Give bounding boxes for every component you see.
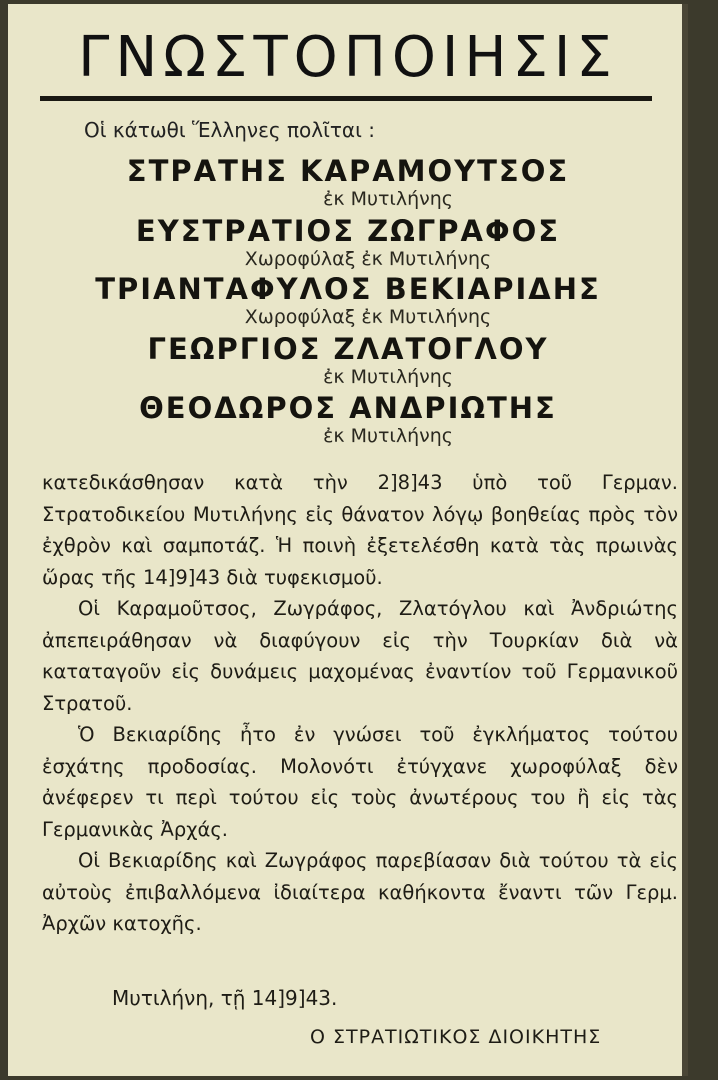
person-entry — [42, 332, 654, 388]
body-paragraph: κατεδικάσθησαν κατὰ τὴν 2]8]43 ὑπὸ τοῦ Γερμαν. Στρατοδικείου Μυτιλήνης εἰς θάνατον λόγῳ βοηθείας πρὸς τὸν ἐχθρὸν καὶ σαμποτάζ. Ἡ ποινὴ ἐξετελέσθη κατὰ τὰς πρωινὰς ὥρας τῆς 14]9]43 διὰ τυφεκισμοῦ. — [42, 471, 678, 589]
body-paragraph: Ὁ Βεκιαρίδης ἦτο ἐν γνώσει τοῦ ἐγκλήματος τούτου ἐσχάτης προδοσίας. Μολονότι ἐτύγχανε χωροφύλαξ δὲν ἀνέφερεν τι περὶ τούτου εἰς τοὺς ἀνωτέρους του ἢ εἰς τὰς Γερμανικὰς Ἀρχάς. — [42, 723, 678, 841]
person-entry — [42, 154, 654, 210]
person-entry — [42, 214, 654, 270]
notice-body — [42, 467, 678, 940]
person-name: ΕΥΣΤΡΑΤΙΟΣ ΖΩΓΡΑΦΟΣ — [135, 214, 561, 248]
person-description: ἐκ Μυτιλήνης — [323, 188, 453, 210]
person-name: ΓΕΩΡΓΙΟΣ ΖΛΑΤΟΓΛΟΥ — [147, 332, 549, 366]
person-description: ἐκ Μυτιλήνης — [323, 366, 453, 388]
person-description: Χωροφύλαξ ἐκ Μυτιλήνης — [244, 306, 492, 328]
signature-line: Ο ΣΤΡΑΤΙΩΤΙΚΟΣ ΔΙΟΙΚΗΤΗΣ — [310, 1026, 602, 1048]
person-entry — [42, 391, 654, 447]
person-description: Χωροφύλαξ ἐκ Μυτιλήνης — [244, 248, 492, 270]
person-entry — [42, 272, 654, 328]
date-line: Μυτιλήνη, τῇ 14]9]43. — [112, 986, 338, 1010]
person-name: ΣΤΡΑΤΗΣ ΚΑΡΑΜΟΥΤΣΟΣ — [126, 154, 570, 188]
intro-line: Οἱ κάτωθι Ἕλληνες πολῖται : — [84, 118, 375, 142]
notice-title: ΓΝΩΣΤΟΠΟΙΗΣΙΣ — [78, 25, 618, 90]
person-name: ΘΕΟΔΩΡΟΣ ΑΝΔΡΙΩΤΗΣ — [139, 391, 557, 425]
title-underline — [40, 96, 652, 101]
body-paragraph: Οἱ Βεκιαρίδης καὶ Ζωγράφος παρεβίασαν διὰ τούτου τὰ εἰς αὐτοὺς ἐπιβαλλόμενα ἰδιαίτερα καθήκοντα ἔναντι τῶν Γερμ. Ἀρχῶν κατοχῆς. — [42, 849, 678, 935]
person-description: ἐκ Μυτιλήνης — [323, 425, 453, 447]
body-paragraph: Οἱ Καραμοῦτσος, Ζωγράφος, Ζλατόγλου καὶ Ἀνδριώτης ἀπεπειράθησαν νὰ διαφύγουν εἰς τὴν Τουρκίαν διὰ νὰ καταταγοῦν εἰς δυνάμεις μαχομένας ἐναντίον τοῦ Γερμανικοῦ Στρατοῦ. — [42, 597, 678, 715]
person-name: ΤΡΙΑΝΤΑΦΥΛΟΣ ΒΕΚΙΑΡΙΔΗΣ — [95, 272, 601, 306]
notice-sheet — [8, 4, 688, 1076]
